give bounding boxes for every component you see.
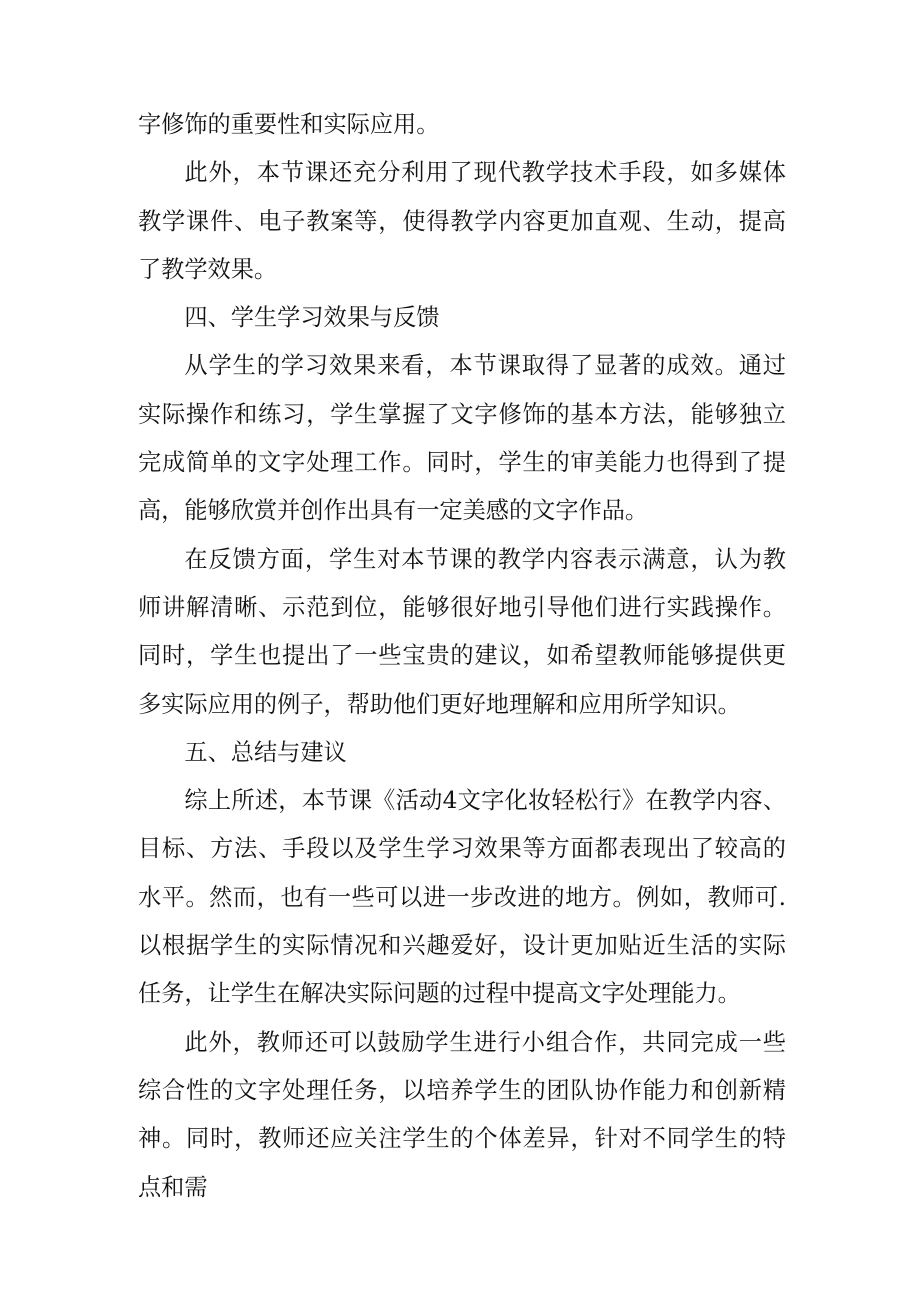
paragraph-continuation: 字修饰的重要性和实际应用。	[138, 111, 440, 138]
paragraph-summary: 综上所述，本节课《活动4文字化妆轻松行》在教学内容、目标、方法、手段以及学生学习效果等方面都表现出了较高的水平。然而，也有一些可以进一步改进的地方。例如，教师可.以根据学生的实际情况和兴趣爱好，设计更加贴近生活的实际任务，让学生在解决实际问题的过程中提高文字处理能力。	[138, 787, 786, 1008]
document-body	[138, 101, 786, 1212]
section-heading-5: 五、总结与建议	[184, 738, 347, 766]
paragraph-feedback: 在反馈方面，学生对本节课的教学内容表示满意，认为教师讲解清晰、示范到位，能够很好地引导他们进行实践操作。同时，学生也提出了一些宝贵的建议，如希望教师能够提供更多实际应用的例子，帮助他们更好地理解和应用所学知识。	[138, 545, 786, 718]
paragraph-learning-outcomes: 从学生的学习效果来看，本节课取得了显著的成效。通过实际操作和练习，学生掌握了文字修饰的基本方法，能够独立完成简单的文字处理工作。同时，学生的审美能力也得到了提高，能够欣赏并创作出具有一定美感的文字作品。	[138, 352, 786, 525]
paragraph-suggestions: 此外，教师还可以鼓励学生进行小组合作，共同完成一些综合性的文字处理任务，以培养学生的团队协作能力和创新精神。同时，教师还应关注学生的个体差异，针对不同学生的特点和需	[138, 1028, 786, 1201]
paragraph-teaching-technology: 此外，本节课还充分利用了现代教学技术手段，如多媒体教学课件、电子教案等，使得教学内容更加直观、生动，提高了教学效果。	[138, 159, 786, 283]
section-heading-4: 四、学生学习效果与反馈	[184, 304, 440, 332]
